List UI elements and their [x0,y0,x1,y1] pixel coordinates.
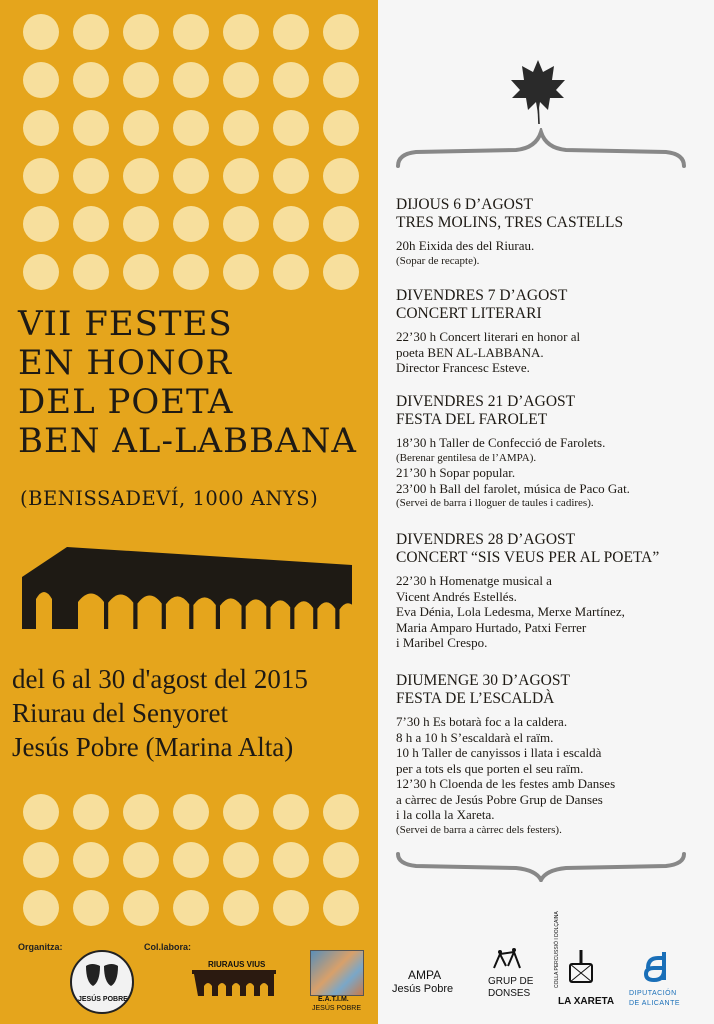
event-dates-location [12,662,376,764]
event-detail-line: Eva Dénia, Lola Ledesma, Merxe Martínez, [396,604,625,619]
pattern-dot [173,110,209,146]
pattern-dot [73,254,109,290]
pattern-dot [173,206,209,242]
footer-sponsors-right [378,911,714,1024]
event-item [396,196,708,268]
pattern-dot [323,254,359,290]
event-detail-line: Vicent Andrés Estellés. [396,588,517,604]
pattern-dot [173,62,209,98]
title-line: DEL POETA [18,382,234,422]
pattern-dot [123,14,159,50]
event-detail-line: 10 h Taller de canyissos i llata i escaldà [396,745,602,760]
pattern-dot [323,110,359,146]
event-detail-line: 22’30 h Concert literari en honor al [396,329,581,344]
event-details [396,435,708,511]
collabora-label: Col.labora: [144,942,192,952]
pattern-dot [223,842,259,878]
poster-title [18,305,368,461]
event-detail-line: per a tots els que porten el seu raïm. [396,760,584,776]
event-detail-line: 23’00 h Ball del farolet, música de Paco Gat. [396,480,630,496]
pattern-dot [173,890,209,926]
event-item [396,287,708,376]
pattern-dot [73,62,109,98]
pattern-dot [73,110,109,146]
grup-danses-logo-text-2: DONSES [488,988,531,999]
pattern-dot [223,110,259,146]
pattern-dot [223,254,259,290]
pattern-dot [323,206,359,242]
event-detail-line: a càrrec de Jesús Pobre Grup de Danses [396,791,603,807]
building-arch [78,594,104,630]
event-details [396,714,708,837]
pattern-dot [73,794,109,830]
top-swirl-divider [396,128,686,174]
title-line: EN HONOR [18,343,233,383]
footer-sponsors-left [0,930,378,1024]
event-detail-line: 20h Eixida des del Riurau. [396,238,535,253]
event-item [396,393,708,511]
pattern-dot [173,158,209,194]
venue: Riurau del Senyoret [12,698,228,728]
pattern-dot [323,14,359,50]
pattern-dot [223,206,259,242]
building-arch [166,596,189,629]
dot-pattern-top [0,0,378,290]
event-detail-line: (Servei de barra i lloguer de taules i cadires). [396,497,594,509]
poster-subtitle: (BENISSADEVÍ, 1000 ANYS) [20,487,319,510]
pattern-dot [223,890,259,926]
event-date: DIVENDRES 21 D’AGOST [396,393,576,410]
pattern-dot [23,62,59,98]
event-date: DIVENDRES 7 D’AGOST [396,287,568,304]
event-detail-line: 8 h a 10 h S’escaldarà el raïm. [396,729,554,745]
event-title: CONCERT “SIS VEUS PER AL POETA” [396,549,660,566]
event-detail-line: 21’30 h Sopar popular. [396,465,516,480]
pattern-dot [173,794,209,830]
building-arch [220,598,242,629]
building-arch [294,601,313,629]
pattern-dot [173,254,209,290]
event-detail-line: 18’30 h Taller de Confecció de Farolets. [396,435,606,450]
pattern-dot [73,14,109,50]
event-item [396,672,708,837]
pattern-dot [273,254,309,290]
pattern-dot [173,842,209,878]
event-title: FESTA DE L’ESCALDÀ [396,690,555,707]
event-item [396,531,708,651]
event-detail-line: i Maribel Crespo. [396,635,488,650]
event-detail-line: Director Francesc Esteve. [396,360,530,375]
pattern-dot [73,158,109,194]
riurau-arches-icon [192,970,276,1000]
building-arch [108,594,133,629]
pattern-dot [273,14,309,50]
dot-pattern-bottom [0,780,378,930]
diputacion-logo-text: DIPUTACIÓN [629,990,677,997]
pattern-dot [273,62,309,98]
pattern-dot [273,206,309,242]
pattern-dot [123,206,159,242]
diputacion-logo-text-2: DE ALICANTE [629,1000,681,1007]
building-arch [317,602,335,629]
vine-leaf-icon [508,56,568,126]
riurau-building-illustration [22,547,352,629]
pattern-dot [123,842,159,878]
event-detail-line: poeta BEN AL-LABBANA. [396,344,544,360]
xareta-logo-text: LA XARETA [558,996,615,1007]
pattern-dot [273,890,309,926]
eatim-logo [308,950,364,1016]
ampa-logo-text: AMPA [408,968,442,982]
event-detail-line: (Sopar de recapte). [396,254,480,267]
event-date: DIUMENGE 30 D’AGOST [396,672,570,689]
pattern-dot [23,14,59,50]
pattern-dot [23,110,59,146]
event-detail-line: (Servei de barra a càrrec dels festers). [396,823,562,836]
event-details [396,238,708,268]
pattern-dot [123,62,159,98]
building-arch [271,600,291,629]
pattern-dot [323,890,359,926]
pattern-dot [223,14,259,50]
building-arch [340,603,353,629]
pattern-dot [323,794,359,830]
event-detail-line: i la colla la Xareta. [396,807,495,822]
event-detail-line: Maria Amparo Hurtado, Patxi Ferrer [396,619,587,635]
pattern-dot [23,842,59,878]
dancers-icon [490,948,524,972]
pattern-dot [323,842,359,878]
eatim-emblem-image [310,950,364,996]
ampa-logo-subtext: Jesús Pobre [392,983,454,995]
riuraus-vius-logo-text: RIURAUS VIUS [208,960,266,969]
pattern-dot [73,890,109,926]
pattern-dot [273,794,309,830]
jesus-pobre-logo-text: JESÚS POBRE [78,996,128,1003]
pattern-dot [223,62,259,98]
date-range: del 6 al 30 d'agost del 2015 [12,664,308,694]
pattern-dot [23,890,59,926]
pattern-dot [73,842,109,878]
event-detail-line: 22’30 h Homenatge musical a [396,573,552,588]
pattern-dot [123,254,159,290]
theatre-masks-icon [72,952,132,998]
eatim-logo-subtext: JESÚS POBRE [312,1005,362,1012]
bottom-swirl-divider [396,848,686,882]
event-date: DIVENDRES 28 D’AGOST [396,531,576,548]
pattern-dot [323,62,359,98]
pattern-dot [123,110,159,146]
building-arch [138,595,162,629]
event-details [396,573,708,651]
pattern-dot [23,794,59,830]
event-detail-line: 7’30 h Es botarà foc a la caldera. [396,714,568,729]
title-line: VII FESTES [18,304,233,344]
event-title: CONCERT LITERARI [396,305,542,322]
organitza-label: Organitza: [18,942,63,952]
title-line: BEN AL-LABBANA [18,421,357,461]
town: Jesús Pobre (Marina Alta) [12,732,294,762]
diputacion-logo-icon [640,948,674,986]
drum-dolcaina-icon [564,950,598,990]
pattern-dot [73,206,109,242]
pattern-dot [123,158,159,194]
pattern-dot [23,254,59,290]
grup-danses-logo-text: GRUP DE [488,976,534,987]
pattern-dot [273,842,309,878]
event-title: TRES MOLINS, TRES CASTELLS [396,214,624,231]
event-date: DIJOUS 6 D’AGOST [396,196,533,213]
pattern-dot [273,110,309,146]
riuraus-vius-logo [192,960,276,1000]
pattern-dot [173,14,209,50]
pattern-dot [123,890,159,926]
pattern-dot [223,794,259,830]
event-detail-line: (Berenar gentilesa de l’AMPA). [396,451,537,464]
jesus-pobre-logo [70,950,134,1014]
building-arch [193,597,215,629]
program-panel [378,0,714,1024]
xareta-arc-text: COLLA PERCUSSIÓ I DOLÇAINA [554,911,560,988]
building-arch [246,599,267,629]
event-details [396,329,708,376]
pattern-dot [123,794,159,830]
pattern-dot [23,206,59,242]
pattern-dot [273,158,309,194]
pattern-dot [323,158,359,194]
event-detail-line: 12’30 h Cloenda de les festes amb Danses [396,776,616,791]
event-title: FESTA DEL FAROLET [396,411,548,428]
eatim-logo-text: E.A.T.I.M. [318,996,349,1003]
pattern-dot [223,158,259,194]
pattern-dot [23,158,59,194]
